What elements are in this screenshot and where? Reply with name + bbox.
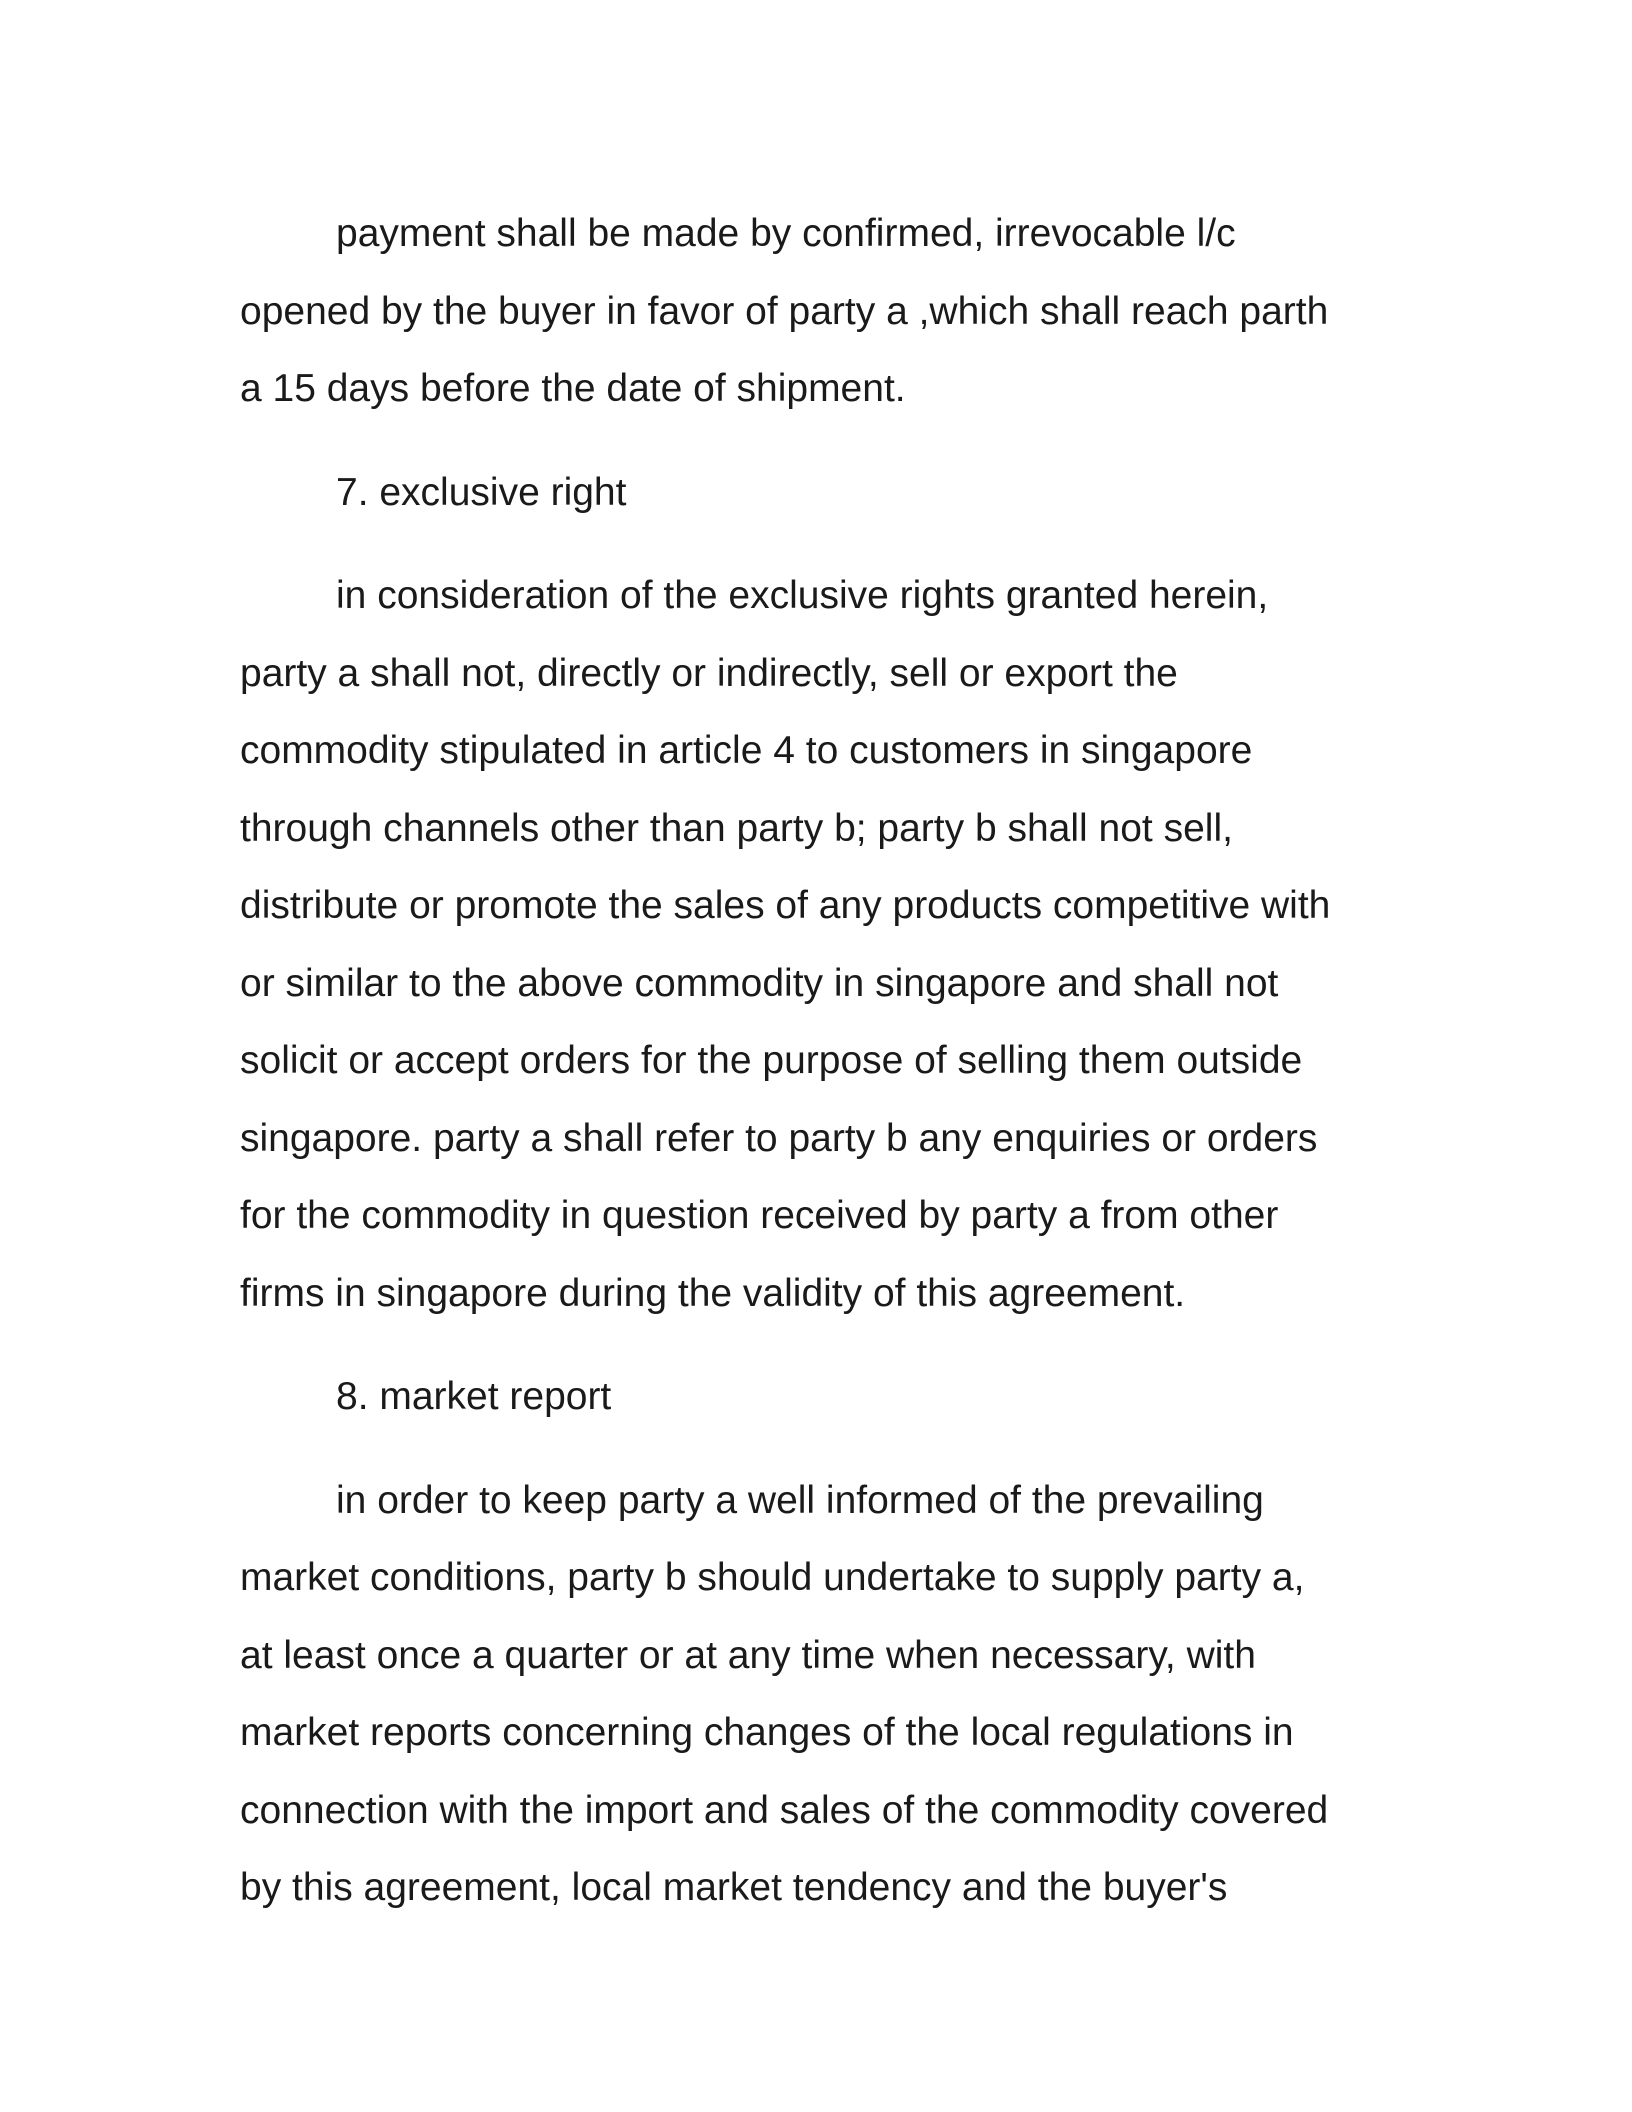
paragraph-market-report [240,1462,1400,1927]
text-line: connection with the import and sales of the commodity covered [240,1788,1329,1832]
paragraph-exclusive-right [240,557,1400,1332]
text-line: commodity stipulated in article 4 to customers in singapore [240,729,1253,772]
text-line: market reports concerning changes of the local regulations in [240,1711,1294,1754]
text-line: in order to keep party a well informed of the prevailing [336,1478,1264,1522]
text-line: at least once a quarter or at any time when necessary, with [240,1633,1256,1677]
text-line: distribute or promote the sales of any products competitive with [240,884,1331,927]
text-line: in consideration of the exclusive rights granted herein, [336,574,1269,617]
text-line: market conditions, party b should undertake to supply party a, [240,1556,1305,1599]
document-body [240,195,1400,1927]
text-line: singapore. party a shall refer to party b any enquiries or orders [240,1116,1318,1160]
text-line: solicit or accept orders for the purpose of selling them outside [240,1039,1303,1082]
text-line: or similar to the above commodity in singapore and shall not [240,961,1279,1005]
heading-text: 8. market report [336,1375,612,1418]
text-line: opened by the buyer in favor of party a ,which shall reach parth [240,289,1329,333]
heading-text: 7. exclusive right [336,470,627,514]
text-line: payment shall be made by confirmed, irrevocable l/c [336,212,1236,255]
text-line: a 15 days before the date of shipment. [240,367,906,410]
text-line: firms in singapore during the validity of this agreement. [240,1271,1186,1315]
section-heading-exclusive-right [240,454,1400,532]
text-line: by this agreement, local market tendency and the buyer's [240,1866,1228,1909]
text-line: party a shall not, directly or indirectly, sell or export the [240,651,1178,695]
text-line: through channels other than party b; party b shall not sell, [240,806,1233,850]
paragraph-payment [240,195,1400,428]
text-line: for the commodity in question received by party a from other [240,1194,1279,1237]
section-heading-market-report [240,1358,1400,1436]
